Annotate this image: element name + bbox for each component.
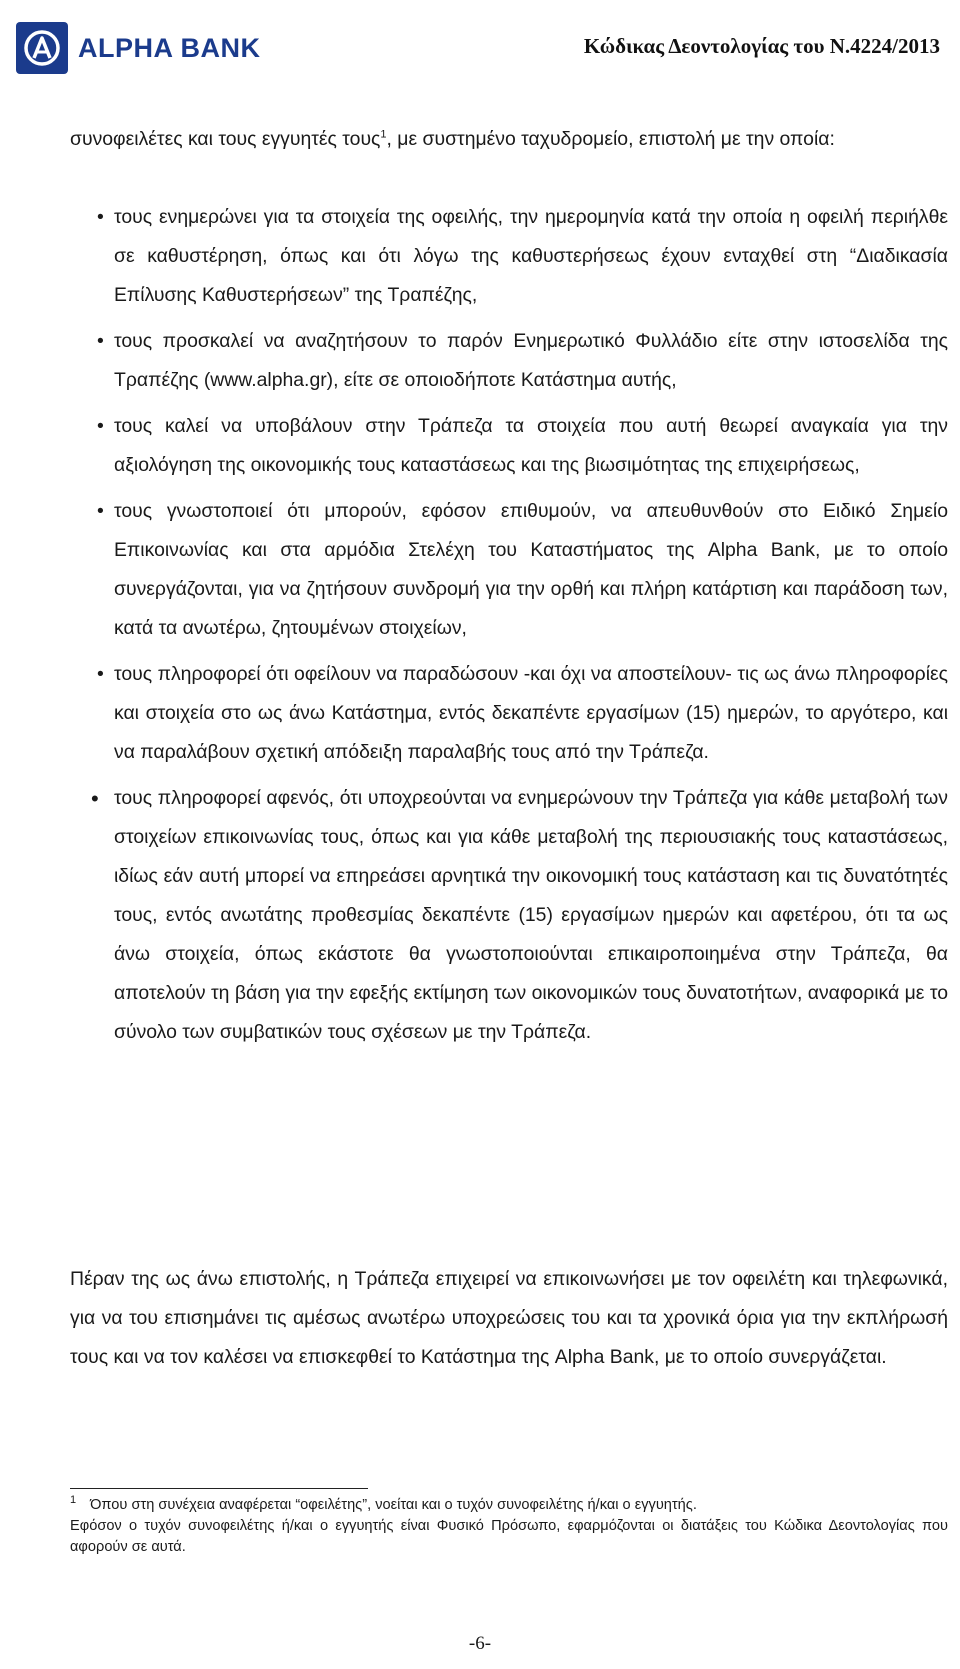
list-item: • τους καλεί να υποβάλουν στην Τράπεζα τα στοιχεία που αυτή θεωρεί αναγκαία για την αξιολόγηση της οικονομικής τους καταστάσεως και της βιωσιμότητας της επιχειρήσεως, [70, 407, 948, 485]
list-item: • τους πληροφορεί αφενός, ότι υποχρεούνται να ενημερώνουν την Τράπεζα για κάθε μεταβολή των στοιχείων επικοινωνίας τους, όπως και για κάθε μεταβολή της περιουσιακής τους καταστάσεως, ιδίως εάν αυτή μπορεί να επηρεάσει αρνητικά την οικονομική τους κατάσταση και τις δυνατότητές τους, εντός ανωτάτης προθεσμίας δεκαπέντε (15) εργασίμων ημερών και αφετέρου, ότι τα ως άνω στοιχεία, όπως εκάστοτε θα γνωστοποιούνται επικαιροποιημένα στην Τράπεζα, θα αποτελούν τη βάση για την εφεξής εκτίμηση των οικονομικών τους δυνατοτήτων, αναφορικά με το σύνολο των συμβατικών τους σχέσεων με την Τράπεζα. [70, 779, 948, 1052]
page-header [0, 0, 960, 90]
list-item: • τους ενημερώνει για τα στοιχεία της οφειλής, την ημερομηνία κατά την οποία η οφειλή περιήλθε σε καθυστέρηση, όπως και ότι λόγω της καθυστερήσεως έχουν ενταχθεί στη “Διαδικασία Επίλυσης Καθυστερήσεων” της Τραπέζης, [70, 198, 948, 315]
bullet-icon: • [97, 206, 104, 228]
alpha-bank-logo [16, 22, 261, 74]
footnote-ref: 1 [380, 128, 387, 141]
footnote-divider [70, 1488, 368, 1489]
alpha-logo-icon [16, 22, 68, 74]
list-item: • τους πληροφορεί ότι οφείλουν να παραδώσουν -και όχι να αποστείλουν- τις ως άνω πληροφορίες και στοιχεία στο ως άνω Κατάστημα, εντός δεκαπέντε εργασίμων (15) ημερών, το αργότερο, και να παραλάβουν σχετική απόδειξη παραλαβής τους από την Τράπεζα. [70, 655, 948, 772]
footnote: $^1$ Όπου στη συνέχεια αναφέρεται “οφειλέτης”, νοείται και ο τυχόν συνοφειλέτης ή/και ο εγγυητής. Εφόσον ο τυχόν συνοφειλέτης ή/και ο εγγυητής είναι Φυσικό Πρόσωπο, εφαρμόζονται οι διατάξεις του Κώδικα Δεοντολογίας που αφορούν σε αυτά. [70, 1494, 948, 1555]
bullet-list [70, 198, 948, 1052]
bullet-icon: • [97, 663, 104, 685]
bullet-icon: • [97, 415, 104, 437]
intro-paragraph: συνοφειλέτες και τους εγγυητές τους$^1$, με συστημένο ταχυδρομείο, επιστολή με την οποία: [70, 128, 835, 150]
page-number: -6- [468, 1633, 492, 1654]
document-title: Κώδικας Δεοντολογίας του Ν.4224/2013 [583, 34, 940, 58]
bullet-icon: • [91, 786, 99, 811]
bullet-icon: • [97, 500, 104, 522]
closing-paragraph: Πέραν της ως άνω επιστολής, η Τράπεζα επιχειρεί να επικοινωνήσει με τον οφειλέτη και τηλεφωνικά, για να του επισημάνει τις αμέσως ανωτέρω υποχρεώσεις του και τα χρονικά όρια για την εκπλήρωσή τους και να τον καλέσει να επισκεφθεί το Κατάστημα της Alpha Bank, με το οποίο συνεργάζεται. [70, 1268, 948, 1368]
list-item: • τους γνωστοποιεί ότι μπορούν, εφόσον επιθυμούν, να απευθυνθούν στο Ειδικό Σημείο Επικοινωνίας και στα αρμόδια Στελέχη του Καταστήματος της Alpha Bank, με το οποίο συνεργάζονται, για να ζητήσουν συνδρομή για την ορθή και πλήρη κατάρτιση και παράδοση των, κατά τα ανωτέρω, ζητουμένων στοιχείων, [70, 492, 948, 648]
list-item: • τους προσκαλεί να αναζητήσουν το παρόν Ενημερωτικό Φυλλάδιο είτε στην ιστοσελίδα της Τραπέζης (www.alpha.gr), είτε σε οποιοδήποτε Κατάστημα αυτής, [70, 322, 948, 400]
logo-text: ALPHA BANK [78, 32, 261, 63]
bullet-icon: • [97, 330, 104, 352]
footnote-number: 1 [70, 1494, 77, 1507]
